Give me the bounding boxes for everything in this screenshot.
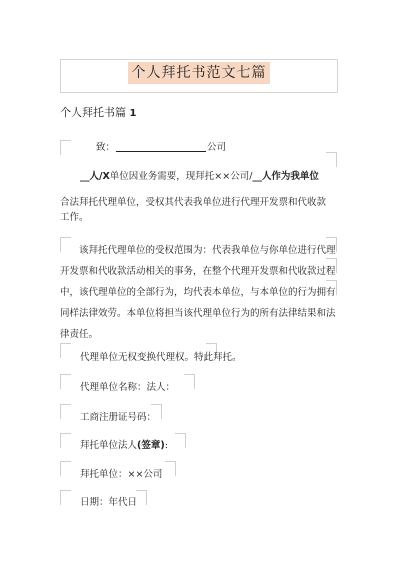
paragraph-2-line: 开发票和代收款活动相关的事务，在整个代理开发票和代收款过程 [60,266,336,277]
signature-stamp-label: (签章) [137,440,165,451]
corner-mark [184,374,195,389]
paragraph-2-line: 同样法律效劳。本单位将担当该代理单位行为的所有法律结果和法 [60,308,336,319]
paragraph-2 [60,240,345,345]
section-heading-text: 个人拜托书篇 [60,106,126,119]
date-line: 日期：年代日 [80,497,138,508]
addressee-prefix: 致： [96,142,116,153]
principal-rep-colon: : [164,440,168,451]
corner-mark [60,433,71,448]
paragraph-1-line-3: 工作。 [60,212,89,223]
business-registration-line: 工商注册证号码： [80,412,157,423]
document-title: 个人拜托书范文七篇 [128,62,270,84]
paragraph-1-line-2: 合法拜托代理单位，受权其代表我单位进行代理开发票和代收款 [60,197,327,208]
corner-mark [60,374,71,389]
addressee-line [96,139,226,153]
blank-person-b: __人作为我单位 [252,171,319,182]
corner-mark [136,490,147,505]
paragraph-3: 代理单位无权变换代理权。特此拜托。 [80,352,242,363]
paragraph-2-line: 律责任。 [60,329,99,340]
corner-mark [60,343,71,358]
blank-person-a: __人/X [80,171,110,182]
corner-mark [175,433,186,448]
addressee-blank [116,141,206,152]
addressee-suffix: 公司 [207,142,227,153]
corner-mark [60,404,71,419]
agent-name-line: 代理单位名称：法人： [80,382,176,393]
line-1-middle: 单位因业务需要，现拜托××公司/ [109,171,253,182]
corner-mark [165,461,176,476]
corner-mark [60,461,71,476]
section-heading-number: 1 [129,108,137,119]
principal-representative-line [80,437,168,451]
principal-rep-label: 拜托单位法人 [80,440,138,451]
paragraph-1-line-1 [80,168,319,182]
corner-mark [326,152,337,167]
principal-unit-line: 拜托单位：××公司 [80,469,163,480]
paragraph-2-line: 中，该代理单位的全部行为，均代表本单位，与本单位的行为拥有 [60,287,336,298]
paragraph-2-line: 该拜托代理单位的受权范围为：代表我单位与你单位进行代理 [79,245,336,256]
corner-mark [60,490,71,505]
corner-mark [60,140,71,155]
section-heading [60,105,136,122]
